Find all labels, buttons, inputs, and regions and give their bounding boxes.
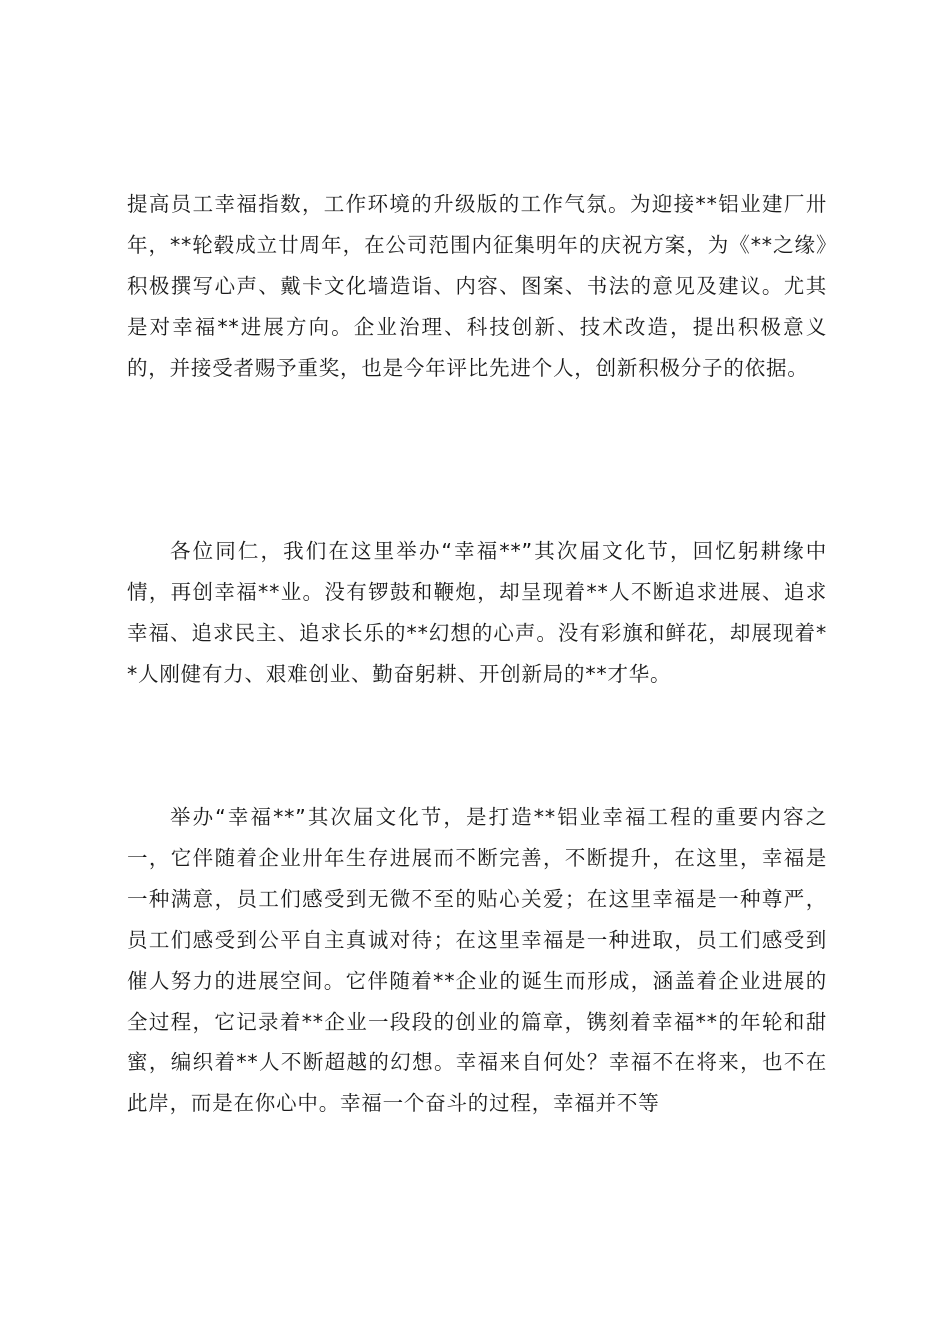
paragraph-1: 提高员工幸福指数，工作环境的升级版的工作气氛。为迎接**铝业建厂卅年，**轮毂成立廿周年，在公司范围内征集明年的庆祝方案，为《**之缘》积极撰写心声、戴卡文化墙造诣、内容、图案、书法的意见及建议。尤其是对幸福**进展方向。企业治理、科技创新、技术改造，提出积极意义的，并接受者赐予重奖，也是今年评比先进个人，创新积极分子的依据。 xyxy=(127,192,827,380)
paragraph-3: 举办“幸福**”其次届文化节，是打造**铝业幸福工程的重要内容之一，它伴随着企业卅年生存进展而不断完善，不断提升，在这里，幸福是一种满意，员工们感受到无微不至的贴心关爱；在这里幸福是一种尊严，员工们感受到公平自主真诚对待；在这里幸福是一种进取，员工们感受到催人努力的进展空间。它伴随着**企业的诞生而形成，涵盖着企业进展的全过程，它记录着**企业一段段的创业的篇章，镌刻着幸福**的年轮和甜蜜，编织着**人不断超越的幻想。幸福来自何处？幸福不在将来，也不在此岸，而是在你心中。幸福一个奋斗的过程，幸福并不等 xyxy=(127,805,827,1116)
paragraph-2: 各位同仁，我们在这里举办“幸福**”其次届文化节，回忆躬耕缘中情，再创幸福**业。没有锣鼓和鞭炮，却呈现着**人不断追求进展、追求幸福、追求民主、追求长乐的**幻想的心声。没有彩旗和鲜花，却展现着**人刚健有力、艰难创业、勤奋躬耕、开创新局的**才华。 xyxy=(127,539,827,686)
